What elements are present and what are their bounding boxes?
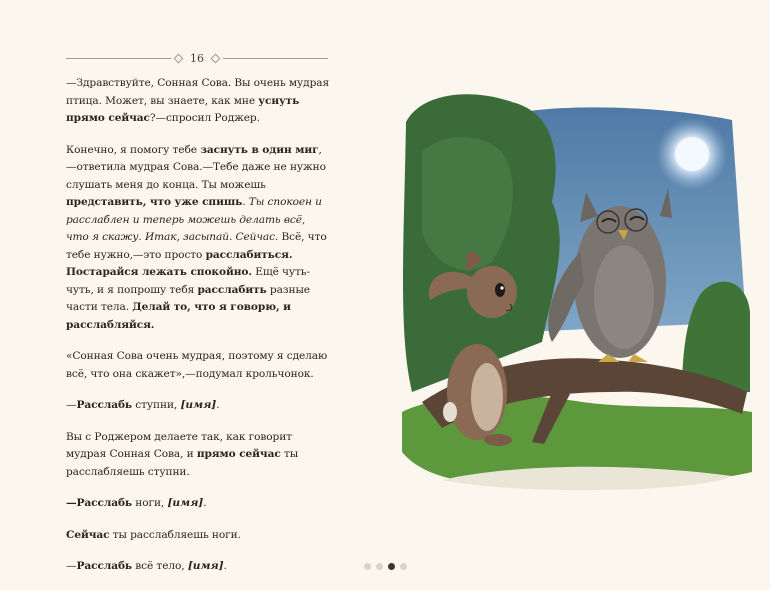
page-number: 16 [190, 51, 204, 65]
text-run: всё тело, [132, 560, 188, 572]
text-run: Сейчас [66, 528, 110, 541]
page-indicator [0, 563, 770, 570]
text-run: Расслабь [76, 560, 133, 572]
text-run [167, 497, 203, 509]
page-dot[interactable] [364, 563, 371, 570]
text-run: ?—спросил Роджер. [149, 112, 260, 124]
text-run: расслабить [197, 283, 267, 296]
page-dot[interactable] [376, 563, 383, 570]
header-rule-right [223, 58, 328, 59]
text-run: Расслабь [76, 399, 133, 411]
text-run: — [66, 560, 77, 572]
page-dot[interactable] [400, 563, 407, 570]
text-run: ты расслабляешь ноги. [109, 528, 241, 541]
text-run: [имя] [180, 399, 217, 411]
text-run: Всё, что тебе нужно,—это просто [66, 231, 327, 261]
text-run: Ты спокоен и расслаблен и теперь можешь делать всё, что я скажу. Итак, засыпай. Сейчас. [66, 196, 322, 243]
text-run: Конечно, я помогу тебе [66, 143, 201, 156]
text-run: —Здравствуйте, Сонная Сова. Вы очень мудрая птица. Может, вы знаете, как мне [66, 77, 330, 107]
text-run: уснуть прямо сейчас [66, 94, 300, 124]
text-run: заснуть в один миг [200, 143, 319, 156]
text-run: — [66, 399, 77, 411]
paragraph [66, 75, 330, 128]
text-run: [имя] [167, 497, 204, 509]
text-run: . [223, 560, 227, 572]
text-run: ,—ответила мудрая Сова.—Тебе даже не нужно слушать меня до конца. Ты можешь [66, 143, 326, 191]
paragraph [66, 527, 330, 545]
text-run: ты расслабляешь ступни. [66, 448, 299, 478]
text-run: Ещё чуть-чуть, и я попрошу тебя [66, 266, 310, 296]
paragraph [66, 495, 330, 513]
text-run: прямо сейчас [196, 448, 281, 460]
text-run: представить, что уже спишь [66, 196, 243, 208]
paragraph [66, 429, 330, 482]
text-run: . [216, 399, 220, 411]
text-run: ступни, [132, 399, 181, 411]
paragraph [66, 348, 330, 383]
diamond-ornament-icon [211, 53, 221, 63]
illustration [402, 92, 752, 498]
text-run: расслабиться. Постарайся лежать спокойно. [66, 248, 293, 278]
text-run: [имя] [187, 560, 224, 572]
text-run: Вы с Роджером делаете так, как говорит мудрая Сонная Сова, и [66, 430, 292, 460]
diamond-ornament-icon [174, 53, 184, 63]
page-dot[interactable] [388, 563, 395, 570]
paragraph [66, 142, 330, 335]
text-run [180, 399, 216, 411]
paragraph [66, 397, 330, 415]
text-run: Делай то, что я говорю, и расслабляйся. [66, 301, 291, 331]
text-run: . [203, 497, 207, 509]
text-run: ноги, [132, 497, 168, 509]
text-run: «Сонная Сова очень мудрая, поэтому я сделаю всё, что она скажет»,—подумал крольчонок. [66, 350, 328, 380]
header-rule-left [66, 58, 171, 59]
page-header [66, 50, 328, 66]
text-run: разные части тела. [66, 283, 310, 313]
text-run: . [242, 196, 249, 208]
moon [675, 137, 709, 171]
story-text [66, 75, 330, 590]
text-run: —Расслабь [66, 497, 133, 509]
